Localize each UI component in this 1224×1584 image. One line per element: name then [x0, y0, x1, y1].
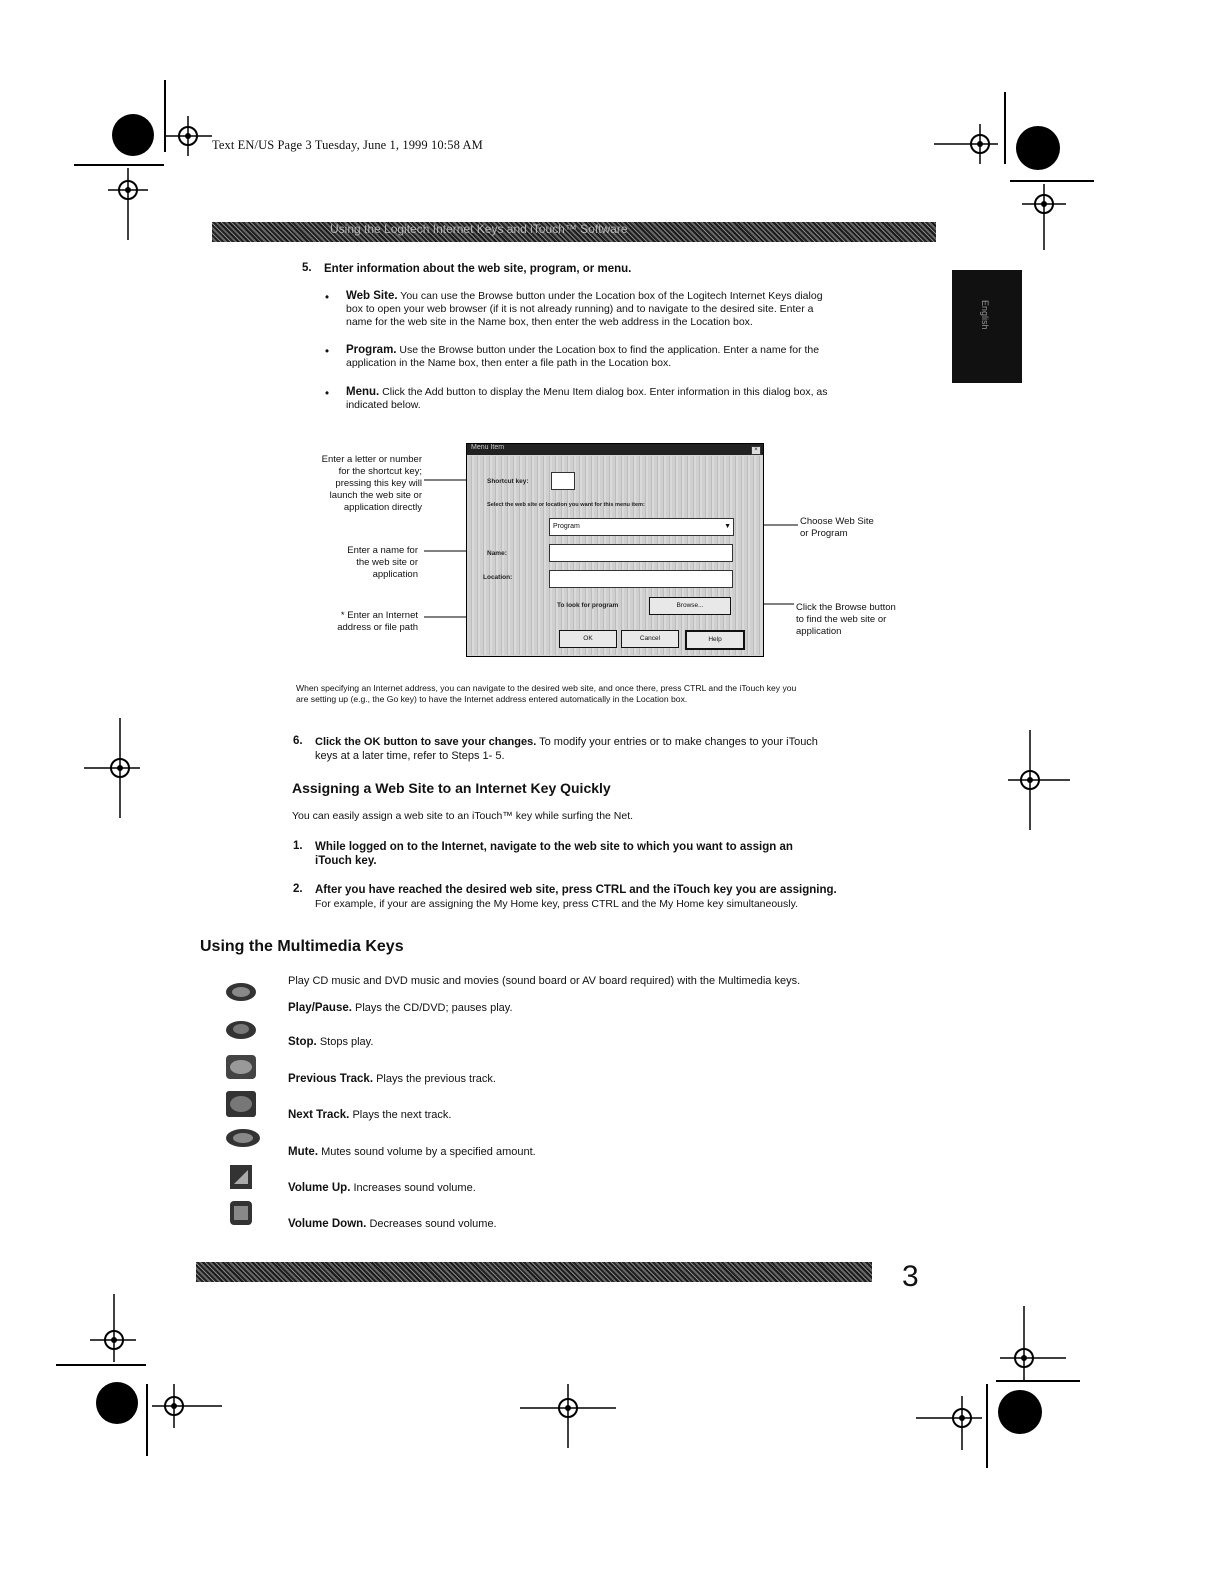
bullet-term: Menu. — [346, 386, 380, 398]
step-line: For example, if your are assigning the My Home key, press CTRL and the My Home key simultaneously. — [315, 898, 798, 910]
multimedia-item — [288, 1146, 536, 1158]
bullet-line: indicated below. — [346, 399, 421, 411]
look-for-label: To look for program — [557, 602, 619, 609]
multimedia-item-desc: Plays the next track. — [352, 1109, 452, 1121]
callout-line: application — [796, 626, 842, 637]
callout-line: address or file path — [337, 622, 418, 633]
multimedia-item — [288, 1073, 496, 1085]
callout-line: or Program — [800, 528, 848, 539]
callout-line: Enter a name for — [347, 545, 418, 556]
crosshair-icon — [152, 1384, 222, 1428]
multimedia-item-desc: Mutes sound volume by a specified amount. — [321, 1146, 536, 1158]
multimedia-item-term: Next Track. — [288, 1109, 350, 1121]
multimedia-item — [288, 1002, 513, 1014]
bullet-marker: • — [325, 292, 330, 304]
step-title-text: After you have reached the desired web site, press CTRL and the iTouch key you are assigning. — [315, 884, 837, 896]
quick-step1 — [315, 840, 935, 868]
running-head: Text EN/US Page 3 Tuesday, June 1, 1999 10:58 AM — [212, 138, 483, 152]
multimedia-item-term: Volume Down. — [288, 1218, 367, 1230]
note-paragraph — [296, 683, 936, 705]
multimedia-heading: Using the Multimedia Keys — [200, 938, 404, 955]
callout-line: application directly — [343, 502, 422, 513]
location-field[interactable] — [549, 570, 733, 588]
crosshair-icon — [90, 1294, 136, 1362]
callout-line: Choose Web Site — [800, 516, 874, 527]
callout-line: the web site or — [356, 557, 418, 568]
crosshair-icon — [916, 1396, 982, 1450]
step-number: 2. — [293, 883, 303, 895]
callout-line: Enter a letter or number — [321, 454, 422, 465]
bullet-line: Click the Add button to display the Menu Item dialog box. Enter information in this dialog box, as — [382, 386, 828, 398]
bullet-line: You can use the Browse button under the Location box of the Logitech Internet Keys dialog — [400, 290, 823, 302]
cancel-button[interactable]: Cancel — [621, 630, 679, 648]
name-label: Name: — [487, 550, 507, 557]
bullet-term: Program. — [346, 344, 397, 356]
step-line: To modify your entries or to make changes to your iTouch — [539, 736, 818, 748]
multimedia-item-desc: Stops play. — [319, 1036, 374, 1048]
step-line: keys at a later time, refer to Steps 1- 5. — [315, 750, 505, 762]
bullet-term: Web Site. — [346, 290, 398, 302]
callout-line: application — [372, 569, 418, 580]
next-track-key-icon — [224, 1090, 258, 1114]
ok-button[interactable]: OK — [559, 630, 617, 648]
multimedia-item — [288, 1036, 373, 1048]
note-line: are setting up (e.g., the Go key) to have the Internet address entered automatically in the Location box. — [296, 694, 688, 704]
location-label: Location: — [483, 574, 513, 581]
step-line: iTouch key. — [315, 855, 377, 867]
step6-text — [315, 735, 935, 763]
reg-line — [146, 1384, 148, 1456]
callout-line: Click the Browse button — [796, 602, 896, 613]
step-title-text: Enter information about the web site, program, or menu. — [324, 263, 632, 275]
shortcut-key-field[interactable] — [551, 472, 575, 490]
dialog-close-button[interactable]: × — [751, 446, 761, 455]
quick-assign-heading: Assigning a Web Site to an Internet Key Quickly — [292, 780, 611, 796]
callout-line: launch the web site or — [329, 490, 422, 501]
stop-key-icon — [224, 1018, 258, 1042]
step-number: 6. — [293, 735, 303, 747]
select-instruction-label: Select the web site or location you want for this menu item: — [487, 502, 645, 508]
multimedia-intro: Play CD music and DVD music and movies (sound board or AV board required) with the Multimedia keys. — [288, 975, 801, 987]
bullet-line: name for the web site in the Name box, then enter the web address in the Location box. — [346, 316, 753, 328]
reg-dot-bottom-left — [96, 1382, 138, 1424]
multimedia-item-desc: Plays the previous track. — [376, 1073, 496, 1085]
bullet-marker: • — [325, 346, 330, 358]
reg-line — [56, 1364, 146, 1366]
bullet-line: Use the Browse button under the Location box to find the application. Enter a name for the — [399, 344, 820, 356]
crosshair-icon — [520, 1384, 616, 1448]
multimedia-item-term: Previous Track. — [288, 1073, 374, 1085]
previous-track-key-icon — [224, 1054, 258, 1078]
multimedia-item-term: Mute. — [288, 1146, 319, 1158]
bullet-line: box to open your web browser (if it is not already running) and to navigate to the desired site. Enter a — [346, 303, 814, 315]
volume-down-key-icon — [228, 1200, 262, 1224]
type-select-value: Program — [553, 523, 580, 530]
multimedia-item-desc: Plays the CD/DVD; pauses play. — [355, 1002, 513, 1014]
menu-item-dialog — [466, 443, 764, 657]
header-band-title: Using the Logitech Internet Keys and iTouch™ Software — [330, 222, 628, 236]
multimedia-item-term: Stop. — [288, 1036, 317, 1048]
mute-key-icon — [224, 1126, 258, 1150]
multimedia-item-term: Play/Pause. — [288, 1002, 352, 1014]
step-line: While logged on to the Internet, navigate to the web site to which you want to assign an — [315, 841, 793, 853]
crosshair-icon — [84, 718, 140, 818]
multimedia-item — [288, 1218, 497, 1230]
callout-line: to find the web site or — [796, 614, 887, 625]
multimedia-item-desc: Increases sound volume. — [353, 1182, 476, 1194]
callout-line: pressing this key will — [335, 478, 422, 489]
dialog-title: Menu Item — [471, 444, 505, 451]
step-number: 1. — [293, 840, 303, 852]
side-tab-label: English — [980, 300, 990, 330]
chevron-down-icon: ▼ — [724, 523, 731, 530]
reg-line — [996, 1380, 1080, 1382]
quick-step2 — [315, 883, 935, 911]
step-number: 5. — [302, 262, 312, 274]
type-select[interactable] — [549, 518, 734, 536]
crosshair-icon — [1008, 730, 1070, 830]
step-title-text: Click the OK button to save your changes. — [315, 736, 537, 748]
crosshair-icon — [1000, 1306, 1066, 1382]
footer-band — [196, 1262, 872, 1282]
reg-line — [986, 1384, 988, 1468]
bullet-marker: • — [325, 388, 330, 400]
note-line: When specifying an Internet address, you can navigate to the desired web site, and once there, press CTRL and the iTouch key you — [296, 683, 797, 693]
browse-button[interactable]: Browse... — [649, 597, 731, 615]
callout-line: * Enter an Internet — [340, 610, 418, 621]
name-field[interactable] — [549, 544, 733, 562]
play-pause-key-icon — [224, 980, 258, 1004]
quick-assign-intro: You can easily assign a web site to an iTouch™ key while surfing the Net. — [292, 810, 634, 822]
page-number: 3 — [902, 1260, 919, 1293]
dialog-titlebar — [467, 444, 763, 455]
multimedia-item-term: Volume Up. — [288, 1182, 351, 1194]
callout-line: for the shortcut key; — [338, 466, 422, 477]
volume-up-key-icon — [228, 1164, 262, 1188]
multimedia-item — [288, 1182, 476, 1194]
reg-dot-bottom-right — [998, 1390, 1042, 1434]
multimedia-item-desc: Decreases sound volume. — [369, 1218, 497, 1230]
bullet-line: application in the Name box, then enter a file path in the Location box. — [346, 357, 672, 369]
shortcut-key-label: Shortcut key: — [487, 478, 529, 485]
multimedia-item — [288, 1109, 451, 1121]
help-button[interactable]: Help — [685, 630, 745, 650]
